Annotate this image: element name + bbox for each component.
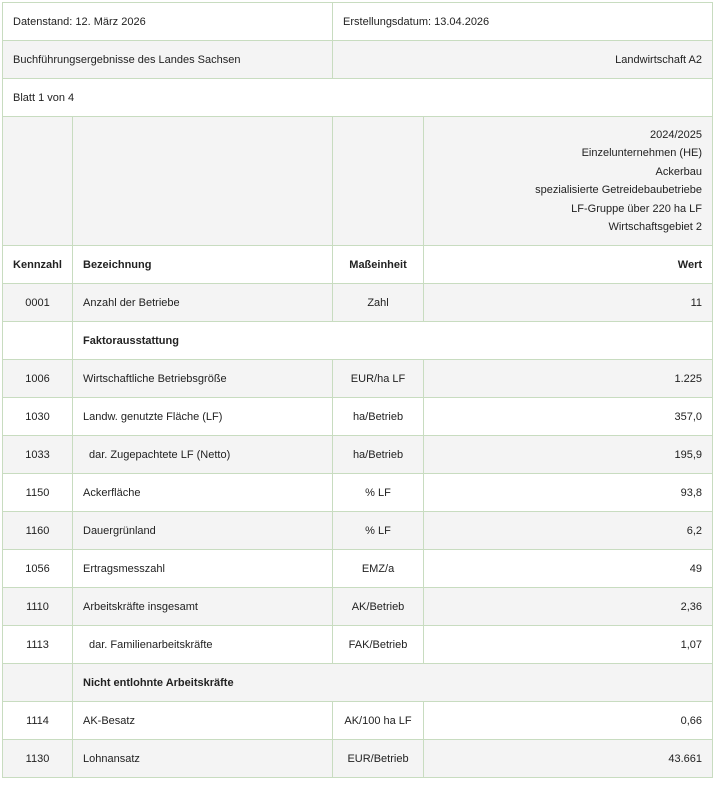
meta-row [3,3,713,41]
filter-criteria [424,117,713,246]
page-indicator: Blatt 1 von 4 [3,79,713,117]
cell-kennzahl: 1030 [3,398,73,436]
cell-kennzahl: 0001 [3,284,73,322]
column-header-kennzahl: Kennzahl [3,246,73,284]
cell-kennzahl: 1006 [3,360,73,398]
section-row [3,322,713,360]
cell-einheit: EMZ/a [333,550,424,588]
cell-einheit: EUR/ha LF [333,360,424,398]
cell-wert: 0,66 [424,702,713,740]
page-row [3,79,713,117]
section-empty-cell [3,322,73,360]
cell-kennzahl: 1114 [3,702,73,740]
filter-empty-cell [333,117,424,246]
cell-bezeichnung: Wirtschaftliche Betriebsgröße [73,360,333,398]
cell-wert: 6,2 [424,512,713,550]
cell-wert: 357,0 [424,398,713,436]
report-title: Buchführungsergebnisse des Landes Sachsen [3,41,333,79]
cell-bezeichnung: Dauergrünland [73,512,333,550]
cell-kennzahl: 1113 [3,626,73,664]
cell-kennzahl: 1130 [3,740,73,778]
cell-einheit: Zahl [333,284,424,322]
section-heading: Nicht entlohnte Arbeitskräfte [73,664,713,702]
table-row [3,436,713,474]
table-row [3,398,713,436]
cell-bezeichnung: Landw. genutzte Fläche (LF) [73,398,333,436]
cell-einheit: AK/100 ha LF [333,702,424,740]
filter-empty-cell [3,117,73,246]
erstellungsdatum: Erstellungsdatum: 13.04.2026 [333,3,713,41]
filter-region: Wirtschaftsgebiet 2 [608,221,703,233]
table-row [3,702,713,740]
cell-bezeichnung: Arbeitskräfte insgesamt [73,588,333,626]
cell-kennzahl: 1056 [3,550,73,588]
section-heading: Faktorausstattung [73,322,713,360]
table-row [3,550,713,588]
cell-einheit: AK/Betrieb [333,588,424,626]
results-table [2,2,713,778]
section-empty-cell [3,664,73,702]
table-row [3,284,713,322]
cell-kennzahl: 1110 [3,588,73,626]
table-row [3,474,713,512]
table-row [3,360,713,398]
column-header-bezeichnung: Bezeichnung [73,246,333,284]
cell-wert: 49 [424,550,713,588]
cell-bezeichnung: AK-Besatz [73,702,333,740]
cell-bezeichnung: dar. Zugepachtete LF (Netto) [73,436,333,474]
filter-size-group: LF-Gruppe über 220 ha LF [571,202,703,215]
cell-einheit: EUR/Betrieb [333,740,424,778]
filter-empty-cell [73,117,333,246]
cell-einheit: % LF [333,512,424,550]
cell-bezeichnung: Ackerfläche [73,474,333,512]
cell-wert: 43.661 [424,740,713,778]
title-row [3,41,713,79]
section-row [3,664,713,702]
cell-bezeichnung: Ertragsmesszahl [73,550,333,588]
filter-row [3,117,713,246]
column-header-einheit: Maßeinheit [333,246,424,284]
cell-kennzahl: 1033 [3,436,73,474]
column-header-row [3,246,713,284]
filter-specialization: spezialisierte Getreidebaubetriebe [535,184,703,196]
filter-legal-form: Einzelunternehmen (HE) [581,147,703,159]
table-row [3,740,713,778]
cell-wert: 1.225 [424,360,713,398]
report-subtitle: Landwirtschaft A2 [333,41,713,79]
cell-wert: 93,8 [424,474,713,512]
datenstand: Datenstand: 12. März 2026 [3,3,333,41]
table-row [3,512,713,550]
cell-wert: 2,36 [424,588,713,626]
table-row [3,626,713,664]
filter-farm-type: Ackerbau [655,165,703,178]
filter-year: 2024/2025 [650,128,703,141]
cell-bezeichnung: dar. Familienarbeitskräfte [73,626,333,664]
column-header-wert: Wert [424,246,713,284]
cell-wert: 195,9 [424,436,713,474]
cell-einheit: ha/Betrieb [333,436,424,474]
cell-kennzahl: 1150 [3,474,73,512]
table-row [3,588,713,626]
cell-bezeichnung: Lohnansatz [73,740,333,778]
cell-einheit: % LF [333,474,424,512]
cell-einheit: ha/Betrieb [333,398,424,436]
cell-wert: 1,07 [424,626,713,664]
cell-bezeichnung: Anzahl der Betriebe [73,284,333,322]
cell-kennzahl: 1160 [3,512,73,550]
cell-einheit: FAK/Betrieb [333,626,424,664]
cell-wert: 11 [424,284,713,322]
